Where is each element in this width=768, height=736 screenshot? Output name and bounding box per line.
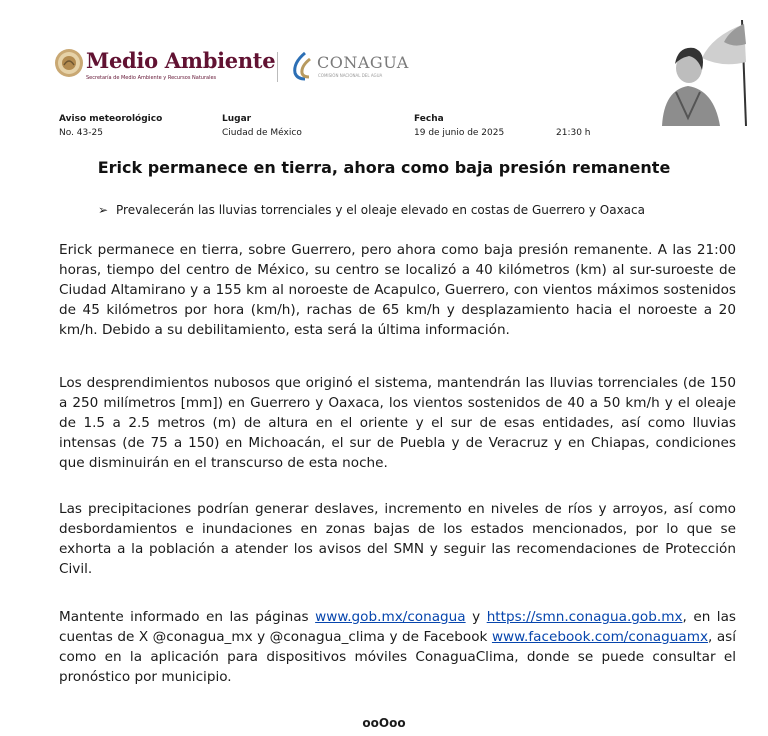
- brand-subtitle: Secretaría de Medio Ambiente y Recursos Naturales: [86, 75, 217, 81]
- paragraph-4: [59, 607, 736, 687]
- facebook-link[interactable]: www.facebook.com/conaguamx: [491, 629, 708, 645]
- lugar-value: Ciudad de México: [222, 128, 302, 138]
- partner-name: CONAGUA: [317, 53, 409, 72]
- conagua-logo-icon: [289, 51, 315, 81]
- smn-link[interactable]: https://smn.conagua.gob.mx: [486, 609, 683, 625]
- p4-text-1: Mantente informado en las páginas: [59, 609, 316, 625]
- p4-text-4: , así como en la aplicación para dispositivos móviles ConaguaClima, donde se puede consultar el pronóstico por municipio.: [59, 629, 737, 685]
- meta-fecha: [414, 112, 504, 140]
- arrow-bullet-icon: ➢: [98, 203, 109, 217]
- hora-value: 21:30 h: [556, 128, 591, 138]
- brand-title: Medio Ambiente: [86, 48, 276, 73]
- p4-text-3: , en las cuentas de X @conagua_mx y @conagua_clima y de Facebook: [59, 609, 736, 645]
- paragraph-2: Los desprendimientos nubosos que originó el sistema, mantendrán las lluvias torrenciales (de 150 a 250 milímetros [mm]) en Guerrero y Oaxaca, los vientos sostenidos de 40 a 50 km/h y el oleaje de 1.5 a 2.5 metros (m) de altura en el oriente y el sur de esas entidades, así como lluvias intensas (de 75 a 150) en Michoacán, el sur de Puebla y de Veracruz y en Chiapas, condiciones que disminuirán en el transcurso de esta noche.: [59, 375, 736, 471]
- meta-aviso: [59, 112, 162, 140]
- lugar-label: Lugar: [222, 114, 252, 124]
- bulletin-title: Erick permanece en tierra, ahora como baja presión remanente: [97, 158, 671, 177]
- gob-conagua-link[interactable]: www.gob.mx/conagua: [315, 609, 466, 625]
- paragraph-1: Erick permanece en tierra, sobre Guerrero, pero ahora como baja presión remanente. A las 21:00 horas, tiempo del centro de México, su centro se localizó a 40 kilómetros (km) al sur-suroeste de Ciudad Altamirano y a 155 km al noroeste de Acapulco, Guerrero, con vientos máximos sostenidos de 45 kilómetros por hora (km/h), rachas de 65 km/h y desplazamiento hacia el noroeste a 20 km/h. Debido a su debilitamiento, esta será la última información.: [59, 242, 736, 338]
- meta-lugar: [222, 112, 302, 140]
- fecha-value: 19 de junio de 2025: [414, 128, 505, 138]
- heroine-portrait-image: [642, 18, 750, 126]
- p4-text-2: y: [465, 609, 487, 625]
- bullet-text: Prevalecerán las lluvias torrenciales y el oleaje elevado en costas de Guerrero y Oaxaca: [116, 203, 645, 217]
- closing-mark: ooOoo: [362, 716, 406, 730]
- partner-subtitle: COMISIÓN NACIONAL DEL AGUA: [318, 73, 383, 78]
- paragraph-3: Las precipitaciones podrían generar deslaves, incremento en niveles de ríos y arroyos, así como desbordamientos e inundaciones en zonas bajas de los estados mencionados, por lo que se exhorta a la población a atender los avisos del SMN y seguir las recomendaciones de Protección Civil.: [59, 501, 736, 577]
- highlight-bullet: [98, 203, 645, 217]
- logo-divider: [277, 52, 278, 82]
- aviso-value: No. 43-25: [59, 128, 103, 138]
- fecha-label: Fecha: [414, 114, 444, 124]
- aviso-label: Aviso meteorológico: [59, 114, 163, 124]
- national-seal-icon: [54, 48, 84, 78]
